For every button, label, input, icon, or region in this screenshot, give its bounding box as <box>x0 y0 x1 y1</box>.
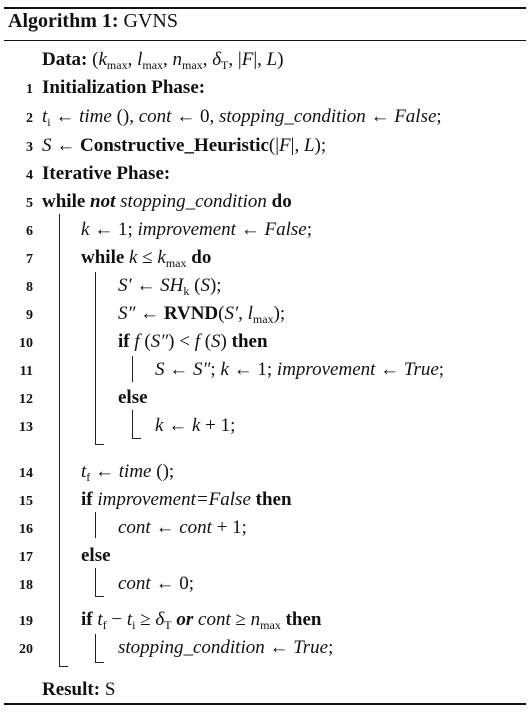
code-token: if <box>118 331 135 352</box>
algorithm-line-15 <box>0 486 530 516</box>
line-code <box>118 331 268 353</box>
code-token: L <box>266 49 278 70</box>
line-number: 17 <box>19 550 33 565</box>
line-code <box>155 415 235 437</box>
data-line <box>0 46 530 76</box>
line-code <box>81 461 174 483</box>
code-token: F <box>241 49 254 70</box>
code-token: L <box>303 135 315 156</box>
code-token: True <box>293 637 329 658</box>
code-token: ; <box>306 219 312 240</box>
code-token: t <box>97 609 103 630</box>
line-number: 16 <box>19 522 33 537</box>
line-code <box>81 247 211 269</box>
code-token: ← <box>365 106 395 127</box>
line-code <box>81 609 322 631</box>
code-token: , <box>202 49 213 70</box>
code-token: S <box>211 331 221 352</box>
subscript: max <box>165 256 187 270</box>
code-token: cont <box>198 609 231 630</box>
algorithm-line-7 <box>0 244 530 274</box>
subscript: f <box>86 470 91 484</box>
code-token: ( <box>199 331 212 352</box>
algorithm-label: Algorithm 1: <box>8 10 119 32</box>
code-token: SH <box>160 275 184 296</box>
code-token: n <box>172 49 183 70</box>
subscript: max <box>106 58 128 72</box>
line-number: 18 <box>19 578 33 593</box>
code-token: time <box>79 106 112 127</box>
code-token: ← <box>50 106 80 127</box>
code-token: ← <box>375 359 404 380</box>
bottom-rule <box>4 703 526 705</box>
code-token: if <box>81 609 98 630</box>
line-number: 9 <box>26 308 33 323</box>
code-token: ; <box>328 637 334 658</box>
code-token: δ <box>155 609 165 630</box>
code-token: cont <box>118 517 151 538</box>
algorithm-line-10 <box>0 328 530 358</box>
code-token: do <box>266 191 292 212</box>
code-token: False <box>394 106 437 127</box>
algorithm-line-2 <box>0 103 530 133</box>
code-token: cont <box>179 517 212 538</box>
code-token: stopping_condition <box>218 106 366 127</box>
line-number: 11 <box>19 364 33 379</box>
code-token: improvement <box>276 359 376 380</box>
line-code <box>118 387 148 409</box>
code-token: ← 1; <box>89 219 138 240</box>
algorithm-line-16 <box>0 514 530 544</box>
code-token: S″ <box>150 331 169 352</box>
code-token: ← <box>51 135 80 156</box>
subscript: max <box>182 58 203 72</box>
line-number: 13 <box>19 420 33 435</box>
code-token: then <box>250 489 292 510</box>
code-token: |, <box>290 135 304 156</box>
line-number: 7 <box>26 252 33 267</box>
line-code <box>118 517 247 539</box>
code-token: ; <box>436 106 442 127</box>
line-code <box>155 359 444 381</box>
algorithm-line-14 <box>0 458 530 488</box>
code-token: Initialization Phase: <box>42 77 206 98</box>
line-code <box>42 163 170 185</box>
line-code <box>81 545 111 567</box>
code-token: while <box>42 191 91 212</box>
code-token: False <box>264 219 307 240</box>
code-token: , <box>163 49 173 70</box>
code-token: improvement <box>137 219 236 240</box>
code-token: else <box>81 545 111 566</box>
code-token: l <box>247 303 253 324</box>
subscript: max <box>142 58 164 72</box>
code-token: t <box>42 106 48 127</box>
code-token: k <box>129 247 138 268</box>
code-token: (); <box>151 461 175 482</box>
code-token: improvement=False <box>97 489 251 510</box>
code-token: ) < <box>168 331 195 352</box>
algorithm-line-20 <box>0 634 530 664</box>
subscript: max <box>260 618 281 632</box>
line-number: 15 <box>19 494 33 509</box>
line-code <box>42 49 284 71</box>
code-token: n <box>250 609 261 630</box>
code-token: k <box>98 49 107 70</box>
code-token: ≤ <box>137 247 158 268</box>
code-token: S <box>200 275 210 296</box>
line-code <box>42 191 292 213</box>
code-token: then <box>280 609 322 630</box>
code-token: + 1; <box>211 517 247 538</box>
code-token: then <box>226 331 268 352</box>
else-foot-18 <box>95 596 104 597</box>
code-token: do <box>186 247 212 268</box>
line-number: 8 <box>26 280 33 295</box>
code-token: δ <box>212 49 222 70</box>
subscript: k <box>183 284 190 298</box>
while-inner-foot <box>95 444 104 445</box>
code-token: ← <box>135 303 164 324</box>
line-code <box>42 77 205 99</box>
code-token: t <box>126 609 133 630</box>
code-token: t <box>81 461 87 482</box>
code-token: ← <box>264 637 294 658</box>
while-outer-bar <box>59 214 60 666</box>
else-bar-18 <box>95 568 96 596</box>
code-token: while <box>81 247 130 268</box>
else-foot-13 <box>132 438 141 439</box>
algorithm-title <box>8 10 178 33</box>
line-number: 12 <box>19 392 33 407</box>
code-token: f <box>134 331 140 352</box>
code-token: stopping_condition <box>115 191 267 212</box>
code-token: cont <box>138 106 172 127</box>
code-token: ← <box>131 275 161 296</box>
algorithm-line-18 <box>0 570 530 600</box>
code-token: ); <box>273 303 286 324</box>
code-token: , <box>238 303 248 324</box>
code-token: or <box>171 609 194 630</box>
if-then-bar-16 <box>95 512 96 538</box>
algorithm-line-1 <box>0 74 530 104</box>
code-token: ) <box>277 49 284 70</box>
code-token: time <box>118 461 152 482</box>
title-rule <box>4 40 526 41</box>
line-code <box>118 275 222 297</box>
code-token: ← <box>90 461 119 482</box>
code-token: S′ <box>118 275 132 296</box>
code-token: ( <box>189 275 201 296</box>
code-token: S <box>155 359 165 380</box>
algorithm-line-13 <box>0 412 530 442</box>
code-token: + 1; <box>200 415 236 436</box>
code-token: k <box>191 415 201 436</box>
line-code <box>42 135 326 157</box>
algorithm-line-19 <box>0 606 530 636</box>
subscript: max <box>252 312 274 326</box>
code-token: ← <box>163 415 192 436</box>
code-token: ( <box>139 331 151 352</box>
algorithm-line-3 <box>0 132 530 162</box>
line-number: 6 <box>26 224 33 239</box>
code-token: ( <box>218 303 225 324</box>
code-token: |, <box>253 49 267 70</box>
code-token: (| <box>268 135 280 156</box>
code-token: Data: <box>42 49 88 70</box>
code-token: stopping_condition <box>118 637 265 658</box>
else-bar-13 <box>132 410 133 438</box>
code-token: ← <box>235 219 265 240</box>
line-number: 14 <box>19 466 33 481</box>
subscript: T <box>164 618 172 632</box>
code-token: ≥ <box>135 609 156 630</box>
line-number: 19 <box>19 614 33 629</box>
code-token: RVND <box>163 303 219 324</box>
code-token: l <box>137 49 143 70</box>
code-token: ← 1; <box>228 359 277 380</box>
code-token: S″ <box>193 359 211 380</box>
algorithm-line-4 <box>0 160 530 190</box>
code-token: cont <box>118 573 151 594</box>
code-token: Result: <box>42 679 101 700</box>
code-token: (), <box>111 106 139 127</box>
algorithm-name: GVNS <box>123 10 178 32</box>
subscript: f <box>102 618 107 632</box>
line-code <box>42 679 115 701</box>
result-line <box>0 676 530 706</box>
code-token: not <box>90 191 116 212</box>
top-rule <box>4 7 526 9</box>
line-number: 2 <box>26 111 33 126</box>
code-token: if <box>81 489 98 510</box>
code-token: S″ <box>118 303 136 324</box>
while-inner-bar <box>95 272 96 444</box>
algorithm-line-17 <box>0 542 530 572</box>
code-token: True <box>403 359 439 380</box>
algorithm-line-6 <box>0 216 530 246</box>
if-then-bar-20 <box>95 634 96 662</box>
code-token: Constructive_Heuristic <box>80 135 269 156</box>
if-then-bar-11 <box>132 356 133 382</box>
line-code <box>81 219 312 241</box>
subscript: i <box>132 618 136 632</box>
if-foot-20 <box>95 662 104 663</box>
line-number: 5 <box>26 196 33 211</box>
code-token: F <box>279 135 291 156</box>
code-token: , | <box>228 49 242 70</box>
code-token: ← 0, <box>171 106 219 127</box>
code-token: k <box>81 219 90 240</box>
code-token: Iterative Phase: <box>42 163 171 184</box>
code-token: ; <box>210 359 221 380</box>
while-outer-foot <box>59 666 68 667</box>
code-token: ) <box>220 331 227 352</box>
line-code <box>42 106 442 128</box>
code-token: S <box>42 135 52 156</box>
code-token: , <box>127 49 138 70</box>
algorithm-line-9 <box>0 300 530 330</box>
algorithm-line-12 <box>0 384 530 414</box>
line-number: 1 <box>26 82 33 97</box>
line-code <box>118 303 285 325</box>
code-token: f <box>194 331 200 352</box>
line-number: 4 <box>26 168 33 183</box>
code-token: ); <box>314 135 327 156</box>
algorithm-line-5 <box>0 188 530 218</box>
line-number: 3 <box>26 140 33 155</box>
code-token: else <box>118 387 148 408</box>
code-token: k <box>157 247 166 268</box>
line-number: 10 <box>19 336 33 351</box>
code-token: ( <box>87 49 99 70</box>
code-token: S′ <box>224 303 239 324</box>
code-token: k <box>155 415 164 436</box>
code-token: ← <box>150 517 180 538</box>
line-code <box>118 573 194 595</box>
code-token: S <box>100 679 116 700</box>
algorithm-line-8 <box>0 272 530 302</box>
subscript: T <box>221 58 229 72</box>
code-token: ≥ <box>230 609 251 630</box>
line-number: 20 <box>19 642 33 657</box>
code-token: ← 0; <box>150 573 194 594</box>
code-token: ); <box>209 275 222 296</box>
line-code <box>118 637 333 659</box>
code-token: ; <box>438 359 445 380</box>
code-token: − <box>106 609 127 630</box>
algorithm-line-11 <box>0 356 530 386</box>
code-token: k <box>220 359 229 380</box>
subscript: i <box>47 115 51 129</box>
code-token: ← <box>164 359 193 380</box>
line-code <box>81 489 292 511</box>
